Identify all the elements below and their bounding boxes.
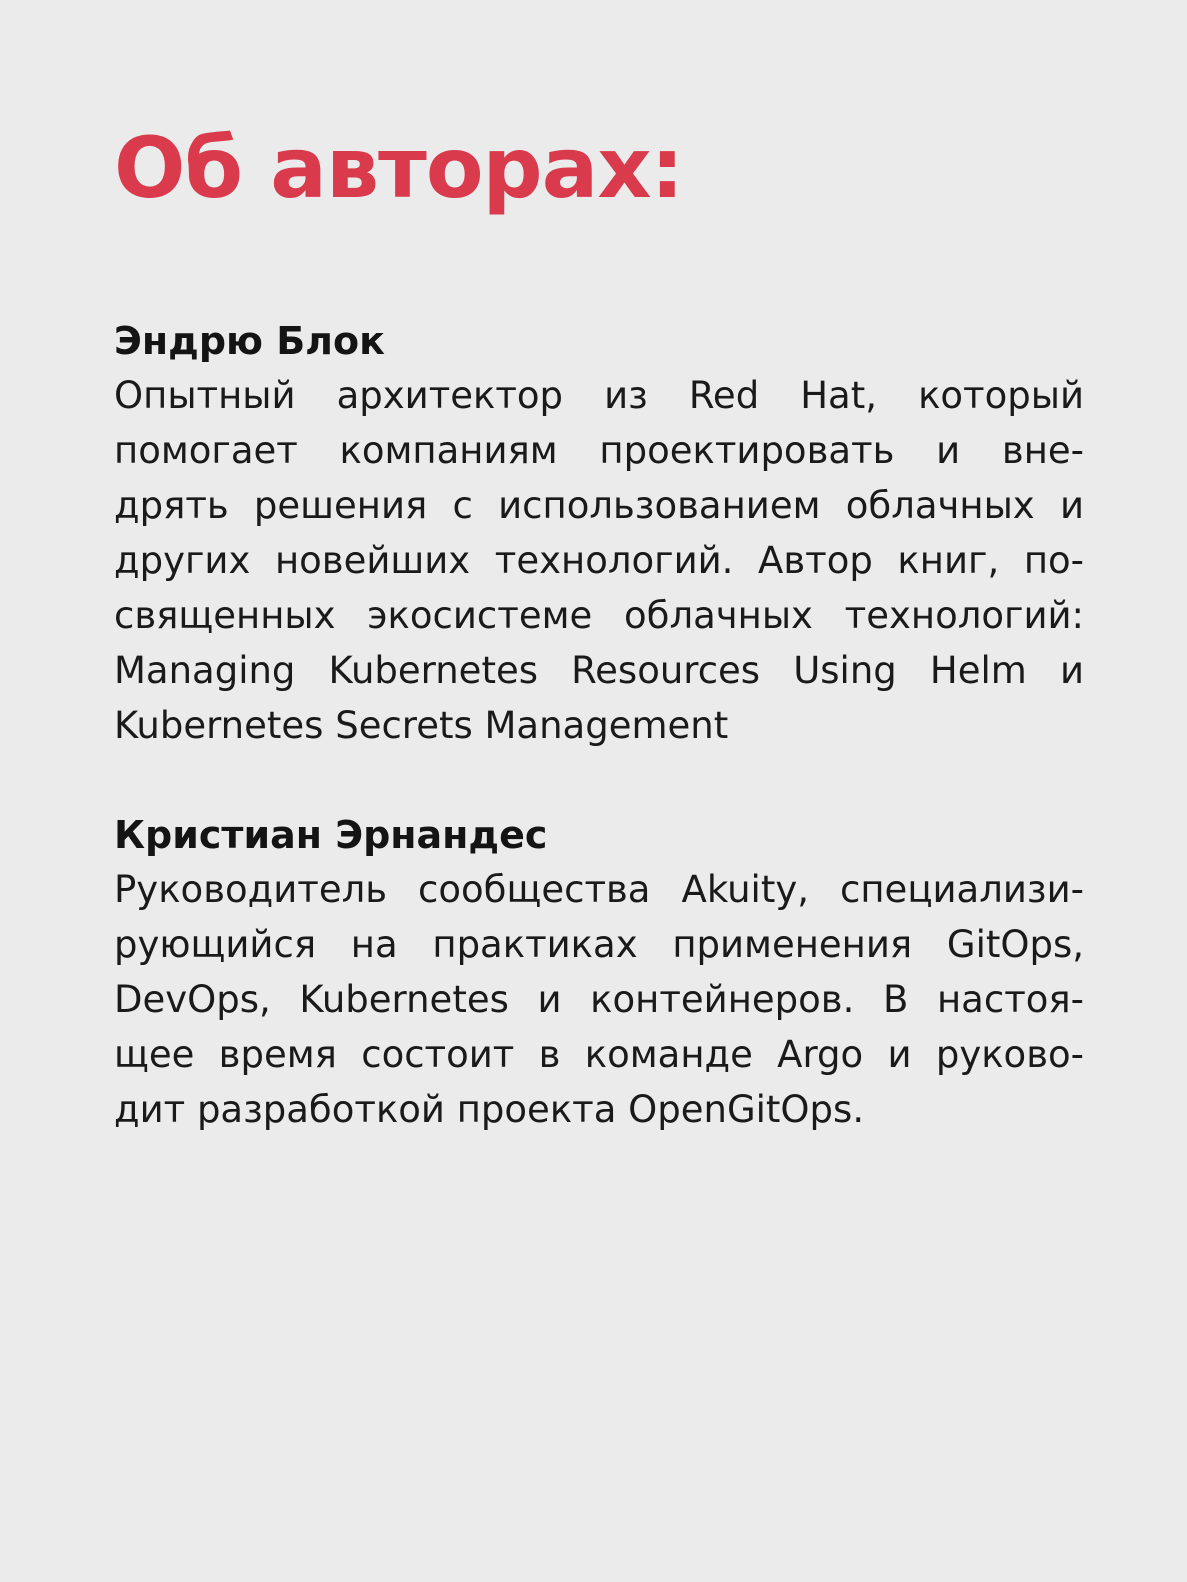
bio-line: щее время состоит в команде Argo и руково- [114,1033,1084,1076]
page-title: Об авторах: [114,119,684,217]
bio-line: дит разработкой проекта OpenGitOps. [114,1088,865,1131]
bio-line: Kubernetes Secrets Management [114,704,729,747]
author-name: Эндрю Блок [114,319,385,363]
bio-line: DevOps, Kubernetes и контейнеров. В настоя- [114,978,1084,1021]
author-name: Кристиан Эрнандес [114,813,548,857]
author-block-andrew-block [114,314,1084,753]
bio-line: Managing Kubernetes Resources Using Helm и [114,649,1084,692]
bio-line: дрять решения с использованием облачных и [114,484,1084,527]
bio-line: Опытный архитектор из Red Hat, который [114,374,1084,417]
author-bio [114,368,1084,753]
bio-line: помогает компаниям проектировать и вне- [114,429,1084,472]
author-bio [114,862,1084,1137]
bio-line: священных экосистеме облачных технологий: [114,594,1084,637]
author-block-christian-hernandez [114,808,1084,1137]
bio-line: рующийся на практиках применения GitOps, [114,923,1084,966]
about-authors-page [114,118,1084,1131]
bio-line: Руководитель сообщества Akuity, специализи- [114,868,1084,911]
bio-line: других новейших технологий. Автор книг, по- [114,539,1084,582]
